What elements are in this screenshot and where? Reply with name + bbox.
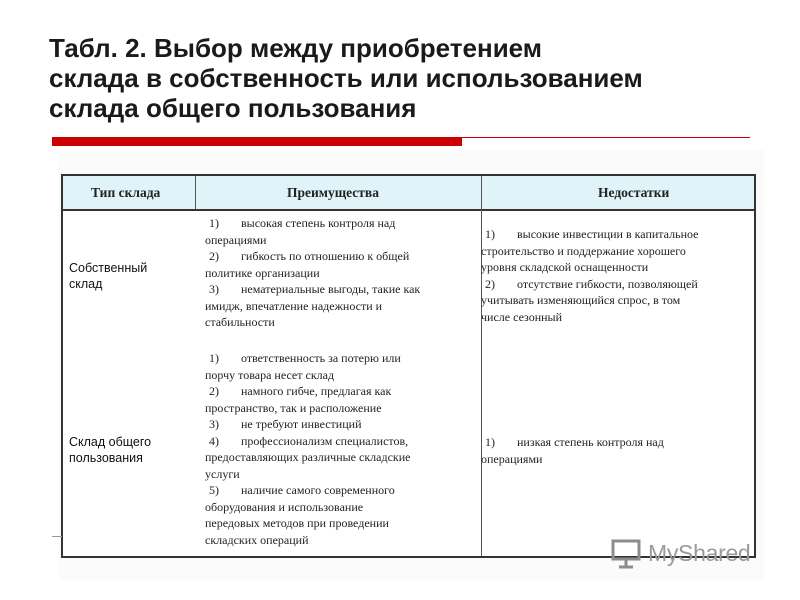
- list-item-number: 1): [485, 435, 495, 449]
- list-item-text: отсутствие гибкости, позволяющей: [517, 276, 698, 291]
- list-item-line: [205, 281, 480, 298]
- list-item-line: [205, 400, 480, 417]
- list-item-number: 3): [209, 282, 219, 296]
- list-item-line: [205, 215, 480, 232]
- list-item-line: [205, 466, 480, 483]
- list-item-text: не требуют инвестиций: [241, 417, 362, 431]
- list-item-text: операциями: [481, 451, 543, 466]
- list-item-line: [205, 314, 480, 331]
- list-item-text: пространство, так и расположение: [205, 400, 382, 415]
- disadvantages-own: [481, 226, 756, 325]
- watermark-text: MyShared: [648, 540, 751, 566]
- list-item-number: 4): [209, 433, 219, 448]
- list-item-text: профессионализм специалистов,: [241, 433, 409, 448]
- list-item-text: порчу товара несет склад: [205, 367, 335, 382]
- accent-rule: [462, 137, 750, 138]
- list-item-number: 2): [485, 276, 495, 291]
- list-item-line: [205, 232, 480, 249]
- list-item-line: [481, 243, 756, 260]
- list-item-text: низкая степень контроля над: [517, 435, 664, 449]
- list-item-text: учитывать изменяющийся спрос, в том: [481, 293, 681, 307]
- list-item-number: 1): [485, 227, 495, 241]
- list-item-text: числе сезонный: [481, 309, 563, 324]
- list-item-line: [205, 350, 480, 367]
- list-item-line: [205, 416, 480, 433]
- list-item-text: строительство и поддержание хорошего: [481, 243, 686, 258]
- list-item-text: намного гибче, предлагая как: [241, 384, 392, 398]
- advantages-public: [205, 350, 480, 548]
- list-item-text: наличие самого современного: [241, 483, 395, 497]
- list-item-text: передовых методов при проведении: [205, 516, 389, 530]
- list-item-text: операциями: [205, 232, 267, 247]
- row-label-public-warehouse: Склад общего пользования: [69, 435, 152, 465]
- list-item-number: 5): [209, 483, 219, 497]
- list-item-line: [205, 449, 480, 466]
- list-item-line: [205, 515, 480, 532]
- list-item-line: [205, 298, 480, 315]
- list-item-line: [481, 226, 756, 243]
- list-item-line: [205, 433, 480, 450]
- list-item-number: 2): [209, 384, 219, 398]
- list-item-number: 1): [209, 216, 219, 230]
- list-item-line: [481, 451, 756, 468]
- list-item-line: [205, 383, 480, 400]
- list-item-line: [205, 482, 480, 499]
- list-item-text: уровня складской оснащенности: [481, 260, 649, 274]
- list-item-line: [481, 434, 756, 451]
- comparison-table: [61, 174, 756, 558]
- header-divider: [195, 176, 196, 209]
- list-item-line: [205, 499, 480, 516]
- list-item-line: [481, 259, 756, 276]
- list-item-number: 3): [209, 417, 219, 431]
- list-item-text: гибкость по отношению к общей: [241, 249, 410, 263]
- list-item-line: [205, 265, 480, 282]
- list-item-text: имидж, впечатление надежности и: [205, 298, 383, 313]
- title-line-3: склада общего пользования: [49, 93, 417, 123]
- list-item-text: предоставляющих различные складские: [205, 450, 411, 464]
- table-header-row: [63, 176, 754, 211]
- list-item-text: высокие инвестиции в капитальное: [517, 227, 699, 241]
- presentation-board-icon: [610, 536, 644, 570]
- list-item-line: [205, 367, 480, 384]
- title-line-1: Табл. 2. Выбор между приобретением: [49, 33, 543, 63]
- list-item-text: складских операций: [205, 532, 309, 547]
- list-item-line: [205, 248, 480, 265]
- header-type: Тип склада: [91, 185, 161, 200]
- title-line-2: склада в собственность или использованием: [49, 63, 643, 93]
- page-title: [49, 33, 769, 123]
- list-item-text: ответственность за потерю или: [241, 351, 401, 365]
- list-item-text: высокая степень контроля над: [241, 216, 396, 230]
- list-item-text: оборудования и использование: [205, 499, 364, 514]
- list-item-text: политике организации: [205, 265, 320, 280]
- list-item-number: 2): [209, 249, 219, 263]
- accent-bar: [52, 137, 462, 146]
- header-advantages: Преимущества: [287, 185, 379, 200]
- slide-dash: [52, 536, 62, 537]
- disadvantages-public: [481, 434, 756, 467]
- header-disadvantages: Недостатки: [598, 185, 670, 200]
- list-item-line: [481, 309, 756, 326]
- list-item-line: [205, 532, 480, 549]
- watermark: [610, 536, 770, 570]
- advantages-own: [205, 215, 480, 331]
- row-label-own-warehouse: Собственный склад: [69, 261, 148, 291]
- list-item-text: нематериальные выгоды, такие как: [241, 282, 421, 296]
- list-item-text: услуги: [205, 466, 240, 481]
- list-item-text: стабильности: [205, 315, 275, 329]
- list-item-line: [481, 276, 756, 293]
- list-item-line: [481, 292, 756, 309]
- list-item-number: 1): [209, 351, 219, 365]
